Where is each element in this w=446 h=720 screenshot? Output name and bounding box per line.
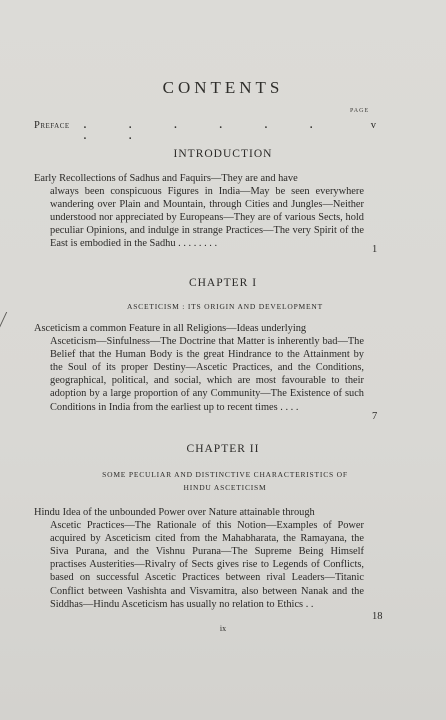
preface-label: Preface bbox=[34, 120, 70, 131]
chapter-1-summary bbox=[34, 322, 364, 414]
chapter-2-subtitle-line-2: HINDU ASCETICISM bbox=[183, 483, 267, 492]
margin-mark bbox=[0, 312, 17, 330]
chapter-1-text-rest: Asceticism—Sinfulness—The Doctrine that Matter is inherently bad—The Belief that the Human Body is the great Hindrance to the Attainment by the Soul of its proper Destiny—Ascetic Practices, and the Conditions, geographical, political, and social, which are most favourable to their adoption by a large proportion of any Community—The Existence of such Conditions in India from the earliest up to recent times . . . . bbox=[50, 336, 364, 413]
page-column-header: PAGE bbox=[350, 108, 370, 114]
chapter-1-heading: CHAPTER I bbox=[188, 277, 258, 289]
chapter-2-heading: CHAPTER II bbox=[186, 443, 260, 455]
preface-entry bbox=[34, 120, 376, 142]
introduction-text-first-line: Early Recollections of Sadhus and Faquirs—They are and have bbox=[34, 173, 298, 184]
leader-dots: . . . . . . . . bbox=[83, 120, 333, 142]
chapter-2-subtitle bbox=[60, 468, 390, 494]
chapter-1-page-number: 7 bbox=[372, 411, 378, 422]
chapter-2-text-rest: Ascetic Practices—The Rationale of this Notion—Examples of Power acquired by Asceticism cited from the Mahabharata, the Ramayana, the Siva Purana, and the Vishnu Purana—The Supreme Being Himself practises Austerities—Rivalry of Sects gives rise to Legends of Conflicts, based on successful Ascetic Practices between rival Leaders—Titanic Conflict between Vashishta and Visvamitra, also between Nanak and the Siddhas—Hindu Asceticism has usually no relation to Ethics . . bbox=[50, 520, 364, 610]
introduction-summary bbox=[34, 172, 364, 251]
chapter-2-summary bbox=[34, 506, 364, 611]
chapter-2-text-first-line: Hindu Idea of the unbounded Power over Nature attainable through bbox=[34, 507, 315, 518]
preface-page-number: v bbox=[370, 120, 376, 131]
chapter-1-subtitle: ASCETICISM : ITS ORIGIN AND DEVELOPMENT bbox=[127, 302, 323, 311]
chapter-1-text-first-line: Asceticism a common Feature in all Religions—Ideas underlying bbox=[34, 323, 307, 334]
chapter-2-page-number: 18 bbox=[372, 611, 383, 622]
chapter-2-subtitle-line-1: SOME PECULIAR AND DISTINCTIVE CHARACTERISTICS OF bbox=[102, 470, 348, 479]
introduction-heading: INTRODUCTION bbox=[173, 148, 273, 160]
introduction-text-rest: always been conspicuous Figures in India—May be seen everywhere wandering over Plain and Mountain, through Cities and Jungles—Neither understood nor appreciated by Europeans—They are of various Sects, hold peculiar Opinions, and indulge in strange Practices—The very Spirit of the East is embodied in the Sadhu . . . . . . . . bbox=[50, 186, 364, 250]
page-title: CONTENTS bbox=[162, 78, 284, 97]
folio-number: ix bbox=[219, 624, 227, 633]
introduction-page-number: 1 bbox=[372, 244, 378, 255]
